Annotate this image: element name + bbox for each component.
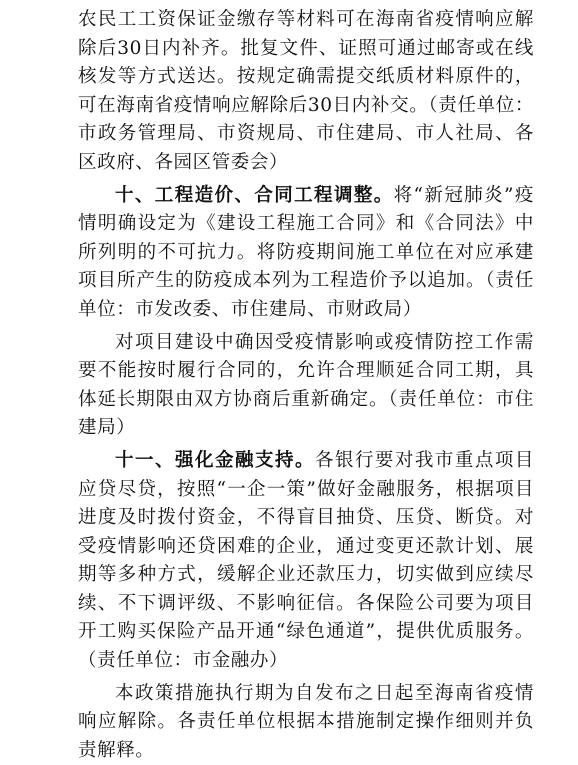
effective-period-paragraph: 本政策措施执行期为自发布之日起至海南省疫情响应解除。各责任单位根据本措施制定操作细则并负责解释。: [78, 682, 534, 761]
section-11-heading: 十一、强化金融支持。: [115, 449, 315, 471]
section-10-body: 将“新冠肺炎”疫情明确设定为《建设工程施工合同》和《合同法》中所列明的不可抗力。将防疫期间施工单位在对应承建项目所产生的防疫成本列为工程造价予以追加。（责任单位：市发改委、市住建局、市财政局）: [78, 184, 534, 320]
section-11-body: 各银行要对我市重点项目应贷尽贷，按照“一企一策”做好金融服务，根据项目进度及时拨付资金，不得盲目抽贷、压贷、断贷。对受疫情影响还贷困难的企业，通过变更还款计划、展期等多种方式，缓解企业还款压力，切实做到应续尽续、不下调评级、不影响征信。各保险公司要为项目开工购买保险产品开通“绿色通道”，提供优质服务。（责任单位：市金融办）: [78, 449, 534, 672]
section-11-paragraph: [78, 447, 534, 676]
paragraph-continuation: 农民工工资保证金缴存等材料可在海南省疫情响应解除后30日内补齐。批复文件、证照可通过邮寄或在线核发等方式送达。按规定确需提交纸质材料原件的，可在海南省疫情响应解除后30日内补交。（责任单位：市政务管理局、市资规局、市住建局、市人社局、各区政府、各园区管委会）: [78, 9, 534, 173]
section-10-paragraph: [78, 182, 534, 325]
section-10-heading: 十、工程造价、合同工程调整。: [115, 184, 394, 206]
contract-extension-paragraph: 对项目建设中确因受疫情影响或疫情防控工作需要不能按时履行合同的，允许合理顺延合同工期，具体延长期限由双方协商后重新确定。（责任单位：市住建局）: [78, 331, 534, 439]
